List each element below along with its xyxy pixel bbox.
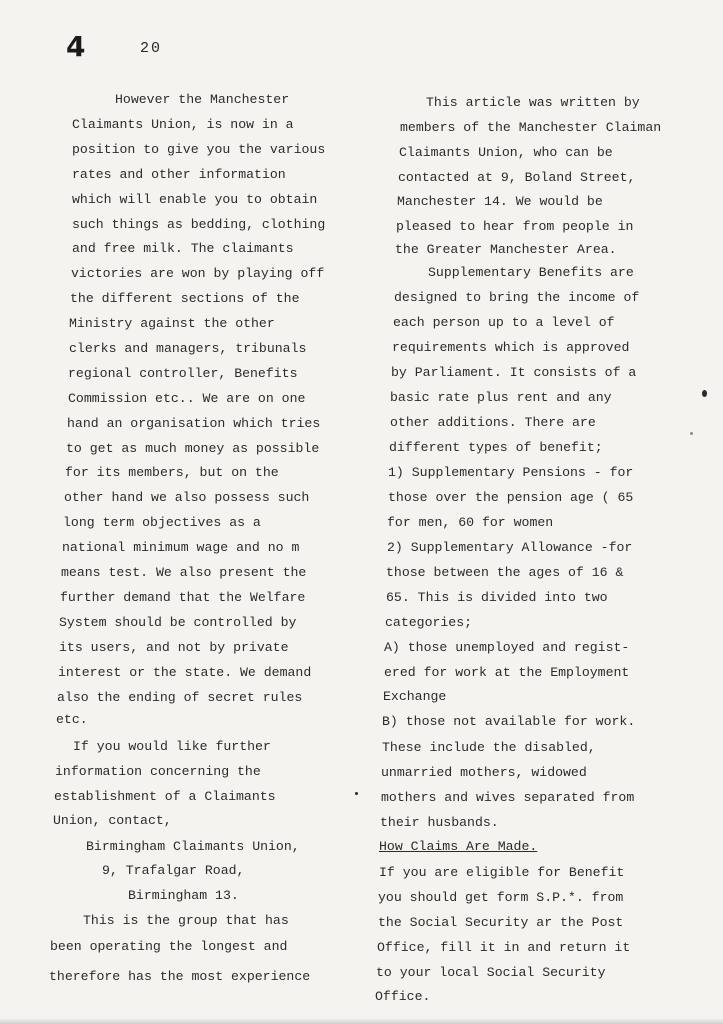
- right-column-line: This article was written by: [426, 95, 640, 110]
- left-column-line: However the Manchester: [115, 92, 290, 107]
- left-column-line: for its members, but on the: [65, 465, 279, 480]
- left-column-line: rates and other information: [72, 167, 286, 182]
- left-column-line: Birmingham 13.: [128, 888, 239, 903]
- scan-speck: [702, 390, 707, 397]
- right-column-line: These include the disabled,: [382, 740, 596, 755]
- right-column-line: to your local Social Security: [376, 965, 606, 980]
- left-column-line: long term objectives as a: [63, 515, 261, 530]
- left-column-line: which will enable you to obtain: [72, 192, 318, 207]
- right-column-line: unmarried mothers, widowed: [381, 765, 587, 780]
- right-column-line: members of the Manchester Claiman: [400, 120, 662, 135]
- right-column-line: Office.: [375, 989, 431, 1004]
- right-column-line: Manchester 14. We would be: [397, 194, 603, 209]
- left-column-line: interest or the state. We demand: [58, 665, 312, 680]
- left-column-line: information concerning the: [55, 764, 261, 779]
- section-heading-how-claims-are-made: How Claims Are Made.: [379, 839, 538, 854]
- right-column-line: contacted at 9, Boland Street,: [398, 170, 636, 185]
- right-column-line: pleased to hear from people in: [396, 219, 634, 234]
- left-column-line: its users, and not by private: [59, 640, 289, 655]
- right-column-line: Exchange: [383, 689, 447, 704]
- left-column-line: means test. We also present the: [61, 565, 307, 580]
- right-column-line: categories;: [385, 615, 473, 630]
- scan-speck: [690, 432, 693, 435]
- left-column-line: and free milk. The claimants: [72, 241, 294, 256]
- handwritten-page-number: 4: [66, 30, 86, 63]
- right-column-line: requirements which is approved: [392, 340, 630, 355]
- right-column-line: you should get form S.P.*. from: [378, 890, 624, 905]
- right-column-line: designed to bring the income of: [394, 290, 640, 305]
- right-column-line: by Parliament. It consists of a: [391, 365, 637, 380]
- left-column-line: victories are won by playing off: [71, 266, 325, 281]
- right-column-line: different types of benefit;: [389, 440, 603, 455]
- left-column-line: etc.: [56, 712, 88, 727]
- right-column-line: Claimants Union, who can be: [399, 145, 613, 160]
- right-column-line: A) those unemployed and regist-: [384, 640, 630, 655]
- right-column-line: 1) Supplementary Pensions - for: [388, 465, 634, 480]
- right-column-line: mothers and wives separated from: [381, 790, 635, 805]
- left-column-line: 9, Trafalgar Road,: [102, 863, 245, 878]
- typed-page-number: 20: [140, 40, 163, 57]
- scan-speck: [355, 792, 358, 795]
- left-column-line: Commission etc.. We are on one: [68, 391, 306, 406]
- left-column-line: to get as much money as possible: [66, 441, 320, 456]
- right-column-line: the Social Security ar the Post: [378, 915, 624, 930]
- left-column-line: such things as bedding, clothing: [72, 217, 326, 232]
- left-column-line: therefore has the most experience: [49, 969, 311, 984]
- right-column-line: B) those not available for work.: [382, 714, 636, 729]
- right-column-line: each person up to a level of: [393, 315, 615, 330]
- left-column-line: Ministry against the other: [69, 316, 275, 331]
- left-column-line: Birmingham Claimants Union,: [86, 839, 300, 854]
- right-column-line: for men, 60 for women: [387, 515, 554, 530]
- right-column-line: 2) Supplementary Allowance -for: [387, 540, 633, 555]
- left-column-line: This is the group that has: [83, 913, 289, 928]
- left-column-line: national minimum wage and no m: [62, 540, 300, 555]
- left-column-line: hand an organisation which tries: [67, 416, 321, 431]
- left-column-line: been operating the longest and: [50, 939, 288, 954]
- right-column-line: Supplementary Benefits are: [428, 265, 634, 280]
- right-column-line: their husbands.: [380, 815, 499, 830]
- right-column-line: those over the pension age ( 65: [388, 490, 634, 505]
- left-column-line: If you would like further: [73, 739, 271, 754]
- left-column-line: regional controller, Benefits: [68, 366, 298, 381]
- left-column-line: further demand that the Welfare: [60, 590, 306, 605]
- left-column-line: System should be controlled by: [59, 615, 297, 630]
- right-column-line: If you are eligible for Benefit: [379, 865, 625, 880]
- left-column-line: clerks and managers, tribunals: [69, 341, 307, 356]
- left-column-line: the different sections of the: [70, 291, 300, 306]
- page-bottom-edge: [0, 1018, 723, 1024]
- right-column-line: other additions. There are: [390, 415, 596, 430]
- right-column-line: the Greater Manchester Area.: [395, 242, 617, 257]
- left-column-line: also the ending of secret rules: [57, 690, 303, 705]
- right-column-line: ered for work at the Employment: [384, 665, 630, 680]
- left-column-line: Claimants Union, is now in a: [72, 117, 294, 132]
- left-column-line: position to give you the various: [72, 142, 326, 157]
- left-column-line: other hand we also possess such: [64, 490, 310, 505]
- right-column-line: Office, fill it in and return it: [377, 940, 631, 955]
- left-column-line: Union, contact,: [53, 813, 172, 828]
- right-column-line: basic rate plus rent and any: [390, 390, 612, 405]
- right-column-line: those between the ages of 16 &: [386, 565, 624, 580]
- right-column-line: 65. This is divided into two: [386, 590, 608, 605]
- left-column-line: establishment of a Claimants: [54, 789, 276, 804]
